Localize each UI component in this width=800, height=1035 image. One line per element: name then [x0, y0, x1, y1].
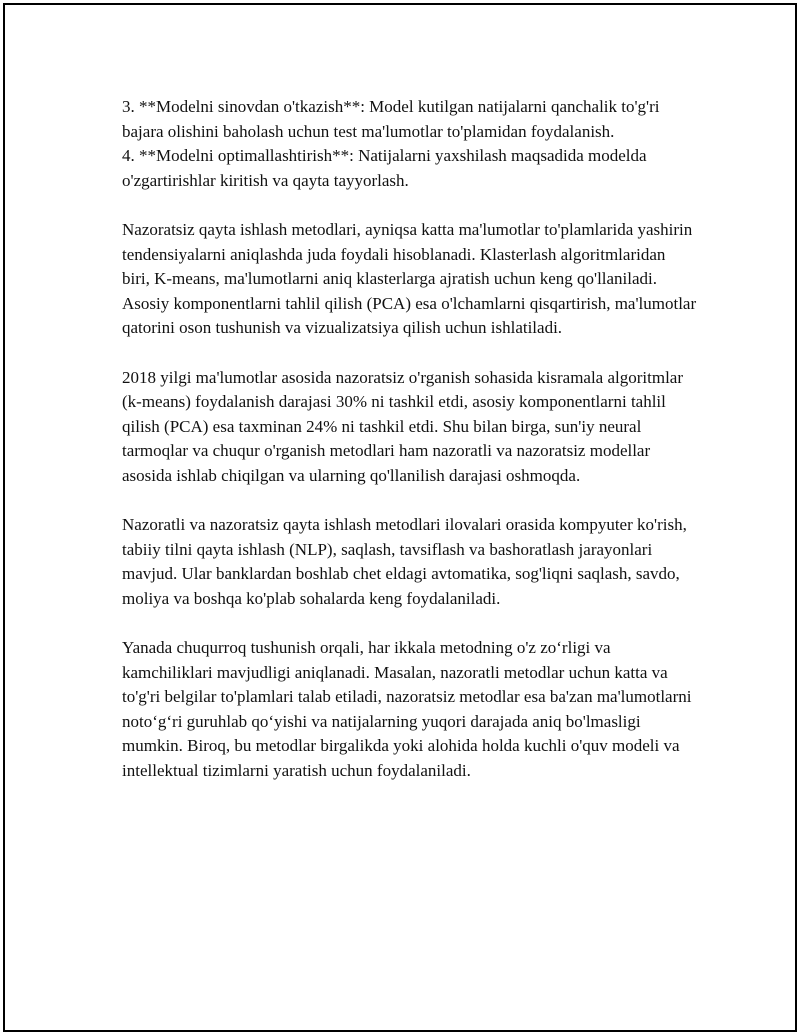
- numbered-list: [122, 95, 697, 193]
- page-frame: [3, 3, 797, 1032]
- list-item-3: 3. **Modelni sinovdan o'tkazish**: Model kutilgan natijalarni qanchalik to'g'ri bajara olishini baholash uchun test ma'lumotlar to'plamidan foydalanish.: [122, 97, 660, 141]
- paragraph-strengths-weaknesses: Yanada chuqurroq tushunish orqali, har ikkala metodning o'z zo‘rligi va kamchiliklari mavjudligi aniqlanadi. Masalan, nazoratli metodlar uchun katta va to'g'ri belgilar to'plamlari talab etiladi, nazoratsiz metodlar esa ba'zan ma'lumotlarni noto‘g‘ri guruhlab qo‘yishi va natijalarning yuqori darajada aniq bo'lmasligi mumkin. Biroq, bu metodlar birgalikda yoki alohida holda kuchli o'quv modeli va intellektual tizimlarni yaratish uchun foydalaniladi.: [122, 638, 692, 781]
- paragraph-2018-statistics: 2018 yilgi ma'lumotlar asosida nazoratsiz o'rganish sohasida kisramala algoritmlar (k-means) foydalanish darajasi 30% ni tashkil etdi, asosiy komponentlarni tahlil qilish (PCA) esa taxminan 24% ni tashkil etdi. Shu bilan birga, sun'iy neural tarmoqlar va chuqur o'rganish metodlari ham nazoratli va nazoratsiz modellar asosida ishlab chiqilgan va ularning qo'llanilish darajasi oshmoqda.: [122, 367, 684, 485]
- paragraph-applications: Nazoratli va nazoratsiz qayta ishlash metodlari ilovalari orasida kompyuter ko'rish, tabiiy tilni qayta ishlash (NLP), saqlash, tavsiflash va bashoratlash jarayonlari mavjud. Ular banklardan boshlab chet eldagi avtomatika, sog'liqni saqlash, savdo, moliya va boshqa ko'plab sohalarda keng foydalaniladi.: [122, 515, 687, 608]
- list-item-4: 4. **Modelni optimallashtirish**: Natijalarni yaxshilash maqsadida modelda o'zgartirishlar kiritish va qayta tayyorlash.: [122, 146, 647, 190]
- page-body: [122, 95, 697, 808]
- paragraph-unsupervised-methods: Nazoratsiz qayta ishlash metodlari, ayniqsa katta ma'lumotlar to'plamlarida yashirin tendensiyalarni aniqlashda juda foydali hisoblanadi. Klasterlash algoritmlaridan biri, K-means, ma'lumotlarni aniq klasterlarga ajratish uchun keng qo'llaniladi. Asosiy komponentlarni tahlil qilish (PCA) esa o'lchamlarni qisqartirish, ma'lumotlar qatorini oson tushunish va vizualizatsiya qilish uchun ishlatiladi.: [122, 219, 697, 338]
